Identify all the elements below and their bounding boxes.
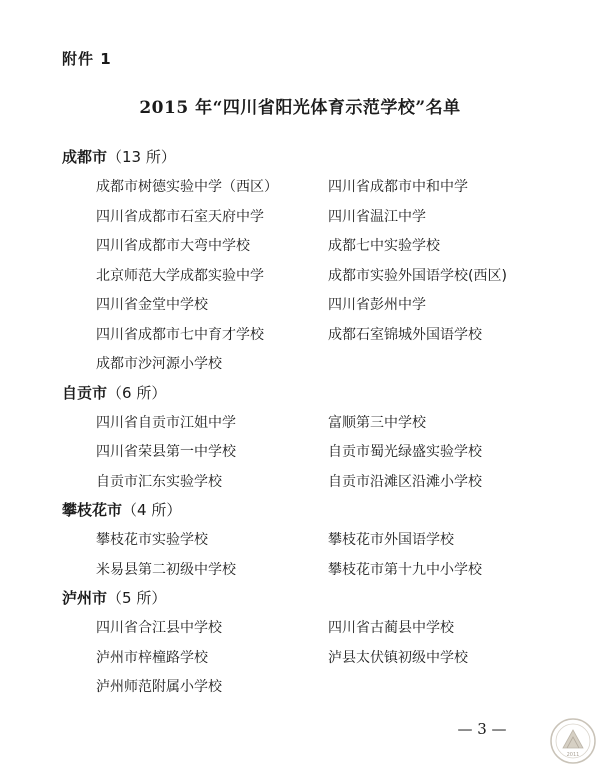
region-heading (62, 146, 600, 175)
school-name: 四川省彭州中学 (328, 297, 426, 313)
region-count: （4 所） (122, 501, 182, 519)
school-row (0, 470, 600, 500)
school-name: 富顺第三中学校 (328, 414, 426, 431)
school-row (0, 558, 600, 588)
school-name: 成都市树德实验中学（西区） (96, 179, 278, 195)
region-heading (62, 382, 600, 411)
school-list (0, 146, 600, 705)
page-number: — 3 — (457, 720, 507, 738)
school-name: 泸州师范附属小学校 (96, 679, 222, 695)
school-name: 四川省合江县中学校 (96, 620, 222, 636)
school-row (0, 411, 600, 441)
school-row (0, 646, 600, 676)
school-row (0, 293, 600, 323)
school-name: 泸州市梓橦路学校 (96, 649, 208, 666)
region-heading (62, 499, 600, 528)
region-count: （5 所） (107, 589, 167, 607)
school-row (0, 323, 600, 353)
region-name: 泸州市 (62, 589, 108, 607)
region-name: 成都市 (62, 148, 108, 166)
school-name: 四川省成都市大弯中学校 (96, 238, 250, 254)
school-name: 成都石室锦城外国语学校 (328, 326, 482, 343)
school-name: 成都市沙河源小学校 (96, 356, 222, 372)
school-row (0, 616, 600, 646)
school-name: 成都市实验外国语学校(西区) (328, 267, 507, 284)
school-name: 四川省古蔺县中学校 (328, 620, 454, 636)
school-row (0, 528, 600, 558)
school-row (0, 175, 600, 205)
document-title: 2015 年“四川省阳光体育示范学校”名单 (139, 98, 461, 118)
school-row (0, 234, 600, 264)
school-name: 四川省自贡市江姐中学 (96, 414, 236, 431)
school-name: 四川省荣县第一中学校 (96, 444, 236, 460)
school-name: 成都七中实验学校 (328, 238, 440, 254)
school-name: 泸县太伏镇初级中学校 (328, 649, 468, 666)
school-row (0, 264, 600, 294)
region-heading (62, 587, 600, 616)
school-name: 攀枝花市第十九中小学校 (328, 561, 482, 578)
school-row (0, 352, 600, 382)
school-name: 四川省金堂中学校 (96, 297, 208, 313)
region-name: 自贡市 (62, 383, 108, 402)
school-name: 自贡市汇东实验学校 (96, 473, 222, 490)
school-name: 米易县第二初级中学校 (96, 561, 236, 578)
school-name: 攀枝花市外国语学校 (328, 532, 454, 548)
school-name: 自贡市沿滩区沿滩小学校 (328, 473, 482, 490)
school-name: 四川省成都市七中育才学校 (96, 326, 264, 343)
school-name: 四川省成都市中和中学 (328, 179, 468, 195)
region-name: 攀枝花市 (62, 501, 123, 519)
attachment-label: 附件 1 (62, 50, 112, 68)
watermark-seal-icon (548, 716, 598, 766)
region-count: （6 所） (107, 383, 167, 402)
seal-year: 2011 (566, 752, 580, 758)
school-name: 攀枝花市实验学校 (96, 532, 208, 548)
school-name: 北京师范大学成都实验中学 (96, 267, 264, 284)
school-name: 四川省成都市石室天府中学 (96, 208, 264, 225)
school-row (0, 440, 600, 470)
school-row (0, 675, 600, 705)
region-count: （13 所） (107, 148, 176, 166)
school-row (0, 205, 600, 235)
school-name: 四川省温江中学 (328, 208, 426, 225)
school-name: 自贡市蜀光绿盛实验学校 (328, 444, 482, 460)
